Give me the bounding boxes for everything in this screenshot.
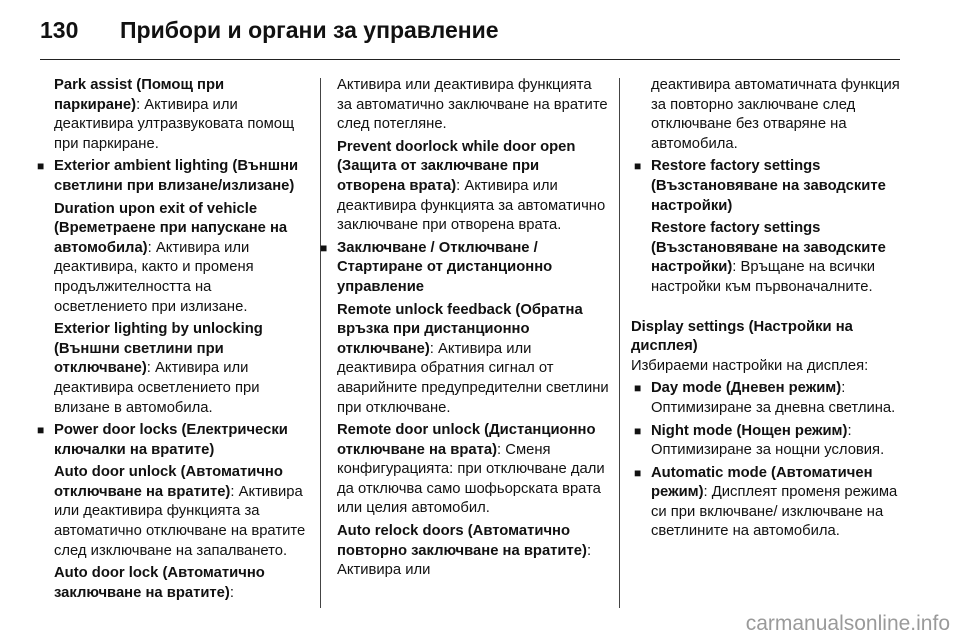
description: : Дисплеят променя режима си при включване/ изключване на светлините на автомобила. (651, 484, 898, 540)
term: Day mode (Дневен режим) (651, 380, 842, 397)
page-header (40, 14, 910, 54)
entry-remote-feedback (337, 301, 609, 419)
bullet-icon: ■ (634, 381, 642, 396)
bullet-icon: ■ (634, 465, 642, 480)
term: Park assist (Помощ при паркиране) (54, 77, 225, 113)
term: Power door locks (Електрически ключалки на вратите) (54, 422, 288, 458)
entry-auto-lock (34, 564, 306, 603)
description: : Активира или деактивира функцията за автоматично отключване на вратите след изключване на запалването. (54, 483, 306, 559)
bullet-icon: ■ (634, 159, 642, 174)
term: Exterior ambient lighting (Външни светлини при влизане/излизане) (54, 158, 299, 194)
entry-restore-factory (631, 219, 916, 297)
column-1 (34, 76, 306, 606)
list-item-remote-lock (317, 239, 609, 298)
header-rule (40, 59, 900, 60)
list-item-power-locks (34, 421, 306, 460)
page-title: Прибори и органи за управление (120, 17, 499, 43)
column-3 (631, 76, 916, 545)
entry-auto-unlock (34, 463, 306, 561)
term: Automatic mode (Автоматичен режим) (651, 464, 873, 501)
entry-auto-relock-cont: деактивира автоматичната функция за повторно заключване след отключване без отваряне на автомобила. (651, 77, 900, 152)
description: : Оптимизиране за дневна светлина. (651, 380, 896, 416)
entry-auto-lock-cont: Активира или деактивира функцията за автоматично заключване на вратите след потегляне. (337, 77, 608, 133)
watermark: carmanualsonline.info (745, 612, 950, 635)
entry-remote-unlock (337, 421, 609, 519)
entry-prevent-lock (337, 138, 609, 236)
list-item-exterior-ambient (34, 157, 306, 196)
display-intro: Избираеми настройки на дисплея: (631, 357, 869, 374)
term: Duration upon exit of vehicle (Времетраене при напускане на автомобила) (54, 200, 288, 256)
bullet-icon: ■ (37, 159, 45, 174)
bullet-icon: ■ (634, 423, 642, 438)
description: : Оптимизиране за нощни условия. (651, 422, 885, 459)
entry-park-assist (34, 76, 306, 154)
description: : Активира или деактивира осветлението при влизане в автомобила. (54, 360, 260, 416)
list-item-restore-factory (631, 157, 916, 216)
column-divider-1 (320, 78, 321, 608)
list-item-night-mode (631, 422, 916, 461)
term: Auto door unlock (Автоматично отключване на вратите) (54, 464, 283, 500)
term: Remote unlock feedback (Обратна връзка при дистанционно отключване) (337, 301, 583, 357)
bullet-icon: ■ (320, 240, 328, 255)
description: : Активира или деактивира, както и променя продължителността на осветлението при излизане. (54, 239, 254, 315)
description: : Връщане на всички настройки към първоначалните. (651, 259, 876, 295)
term: Night mode (Нощен режим) (651, 422, 848, 439)
page-number: 130 (40, 17, 79, 43)
description: : Активира или (337, 542, 592, 579)
description: : (229, 584, 234, 601)
term: Auto door lock (Автоматично заключване на вратите) (54, 565, 265, 601)
term: Restore factory settings (Възстановяване на заводските настройки) (651, 220, 886, 276)
column-2 (320, 76, 609, 584)
column-divider-2 (619, 78, 620, 608)
list-item-automatic-mode (631, 464, 916, 542)
term: Auto relock doors (Автоматично повторно заключване на вратите) (337, 523, 587, 559)
term: Exterior lighting by unlocking (Външни светлини при отключване) (54, 321, 263, 377)
entry-duration-exit (34, 200, 306, 318)
list-item-day-mode (631, 379, 916, 418)
term: Restore factory settings (Възстановяване на заводските настройки) (651, 158, 886, 214)
section-heading-display: Display settings (Настройки на дисплея) (631, 318, 853, 355)
description: : Активира или деактивира ултразвуковата помощ при паркиране. (54, 96, 295, 152)
term: Prevent doorlock while door open (Защита от заключване при отворена врата) (337, 138, 576, 194)
entry-exterior-unlock (34, 320, 306, 418)
term: Remote door unlock (Дистанционно отключване на врата) (337, 422, 596, 458)
description: : Активира или деактивира обратния сигнал от аварийните предупредителни светлини при отключване. (337, 340, 609, 416)
description: : Активира или деактивира функцията за автоматично заключване при отворена врата. (337, 177, 606, 234)
bullet-icon: ■ (37, 423, 45, 438)
description: : Сменя конфигурацията: при отключване дали да отключва само шофьорската врата или целия автомобил. (337, 441, 605, 517)
entry-auto-relock (337, 522, 609, 581)
term: Заключване / Отключване / Стартиране от дистанционно управление (337, 239, 553, 295)
